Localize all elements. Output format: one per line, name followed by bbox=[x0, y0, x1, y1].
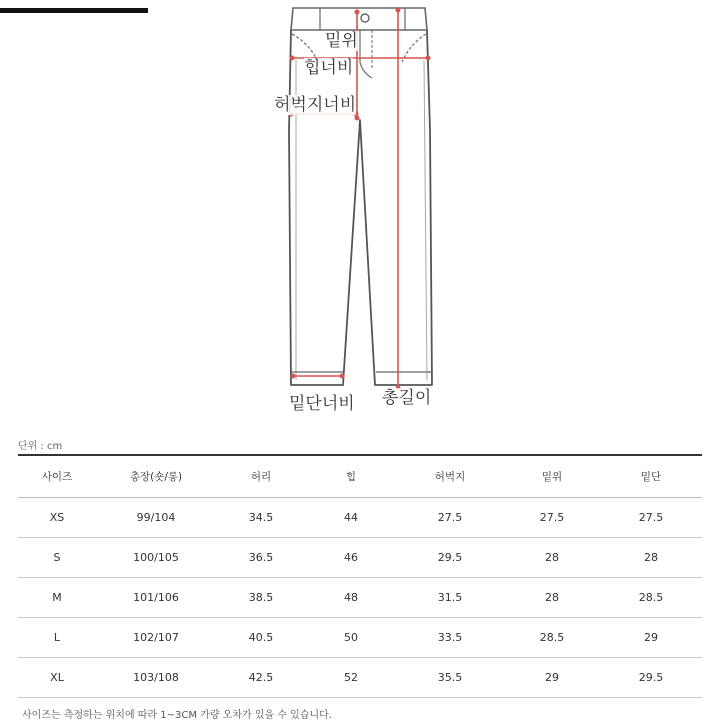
cell-thigh: 33.5 bbox=[437, 630, 463, 644]
cell-waist: 40.5 bbox=[248, 630, 274, 644]
cell-size: M bbox=[52, 590, 62, 604]
cell-length: 103/108 bbox=[133, 670, 179, 684]
unit-label: 단위 : cm bbox=[18, 441, 63, 452]
cell-rise: 27.5 bbox=[539, 510, 565, 524]
cell-thigh: 27.5 bbox=[437, 510, 463, 524]
cell-rise: 28 bbox=[545, 590, 559, 604]
cell-waist: 34.5 bbox=[248, 510, 274, 524]
size-footnote: 사이즈는 측정하는 위치에 따라 1~3CM 가량 오차가 있을 수 있습니다. bbox=[22, 710, 333, 721]
hip-width-label: 힙너비 bbox=[304, 58, 354, 78]
cell-rise: 28.5 bbox=[539, 630, 565, 644]
cell-hem: 29.5 bbox=[638, 670, 664, 684]
cell-size: XL bbox=[50, 670, 64, 684]
table-row bbox=[18, 577, 702, 617]
header-hem: 밑단 bbox=[640, 470, 662, 483]
cell-thigh: 35.5 bbox=[437, 670, 463, 684]
cell-hip: 52 bbox=[344, 670, 358, 684]
hem-width-label: 밑단너비 bbox=[289, 394, 355, 414]
table-row bbox=[18, 497, 702, 537]
cell-hem: 29 bbox=[644, 630, 658, 644]
thigh-width-label: 허벅지너비 bbox=[274, 95, 357, 115]
cell-hip: 46 bbox=[344, 550, 358, 564]
cell-hem: 28.5 bbox=[638, 590, 664, 604]
table-row bbox=[18, 657, 702, 697]
cell-length: 99/104 bbox=[136, 510, 176, 524]
cell-hem: 28 bbox=[644, 550, 658, 564]
header-length: 총장(숏/롱) bbox=[129, 470, 183, 483]
cell-hip: 44 bbox=[344, 510, 358, 524]
cell-waist: 42.5 bbox=[248, 670, 274, 684]
cell-length: 101/106 bbox=[133, 590, 179, 604]
header-waist: 허리 bbox=[250, 470, 272, 483]
table-header-row bbox=[18, 455, 702, 497]
size-table bbox=[18, 454, 702, 698]
cell-rise: 29 bbox=[545, 670, 559, 684]
cell-hem: 27.5 bbox=[638, 510, 664, 524]
cell-size: XS bbox=[49, 510, 65, 524]
table-row bbox=[18, 617, 702, 657]
cell-length: 100/105 bbox=[133, 550, 179, 564]
cell-length: 102/107 bbox=[133, 630, 179, 644]
header-thigh: 허벅지 bbox=[434, 470, 466, 483]
cell-thigh: 31.5 bbox=[437, 590, 463, 604]
cell-thigh: 29.5 bbox=[437, 550, 463, 564]
cell-size: S bbox=[53, 550, 61, 564]
cell-hip: 48 bbox=[344, 590, 358, 604]
cell-hip: 50 bbox=[344, 630, 358, 644]
rise-label: 밑위 bbox=[325, 31, 358, 51]
header-hip: 힙 bbox=[345, 470, 357, 483]
table-row bbox=[18, 537, 702, 577]
cell-waist: 38.5 bbox=[248, 590, 274, 604]
header-size: 사이즈 bbox=[41, 470, 73, 483]
cell-rise: 28 bbox=[545, 550, 559, 564]
total-length-label: 총길이 bbox=[382, 388, 432, 408]
cell-size: L bbox=[53, 630, 61, 644]
header-rise: 밑위 bbox=[541, 470, 563, 483]
cell-waist: 36.5 bbox=[248, 550, 274, 564]
